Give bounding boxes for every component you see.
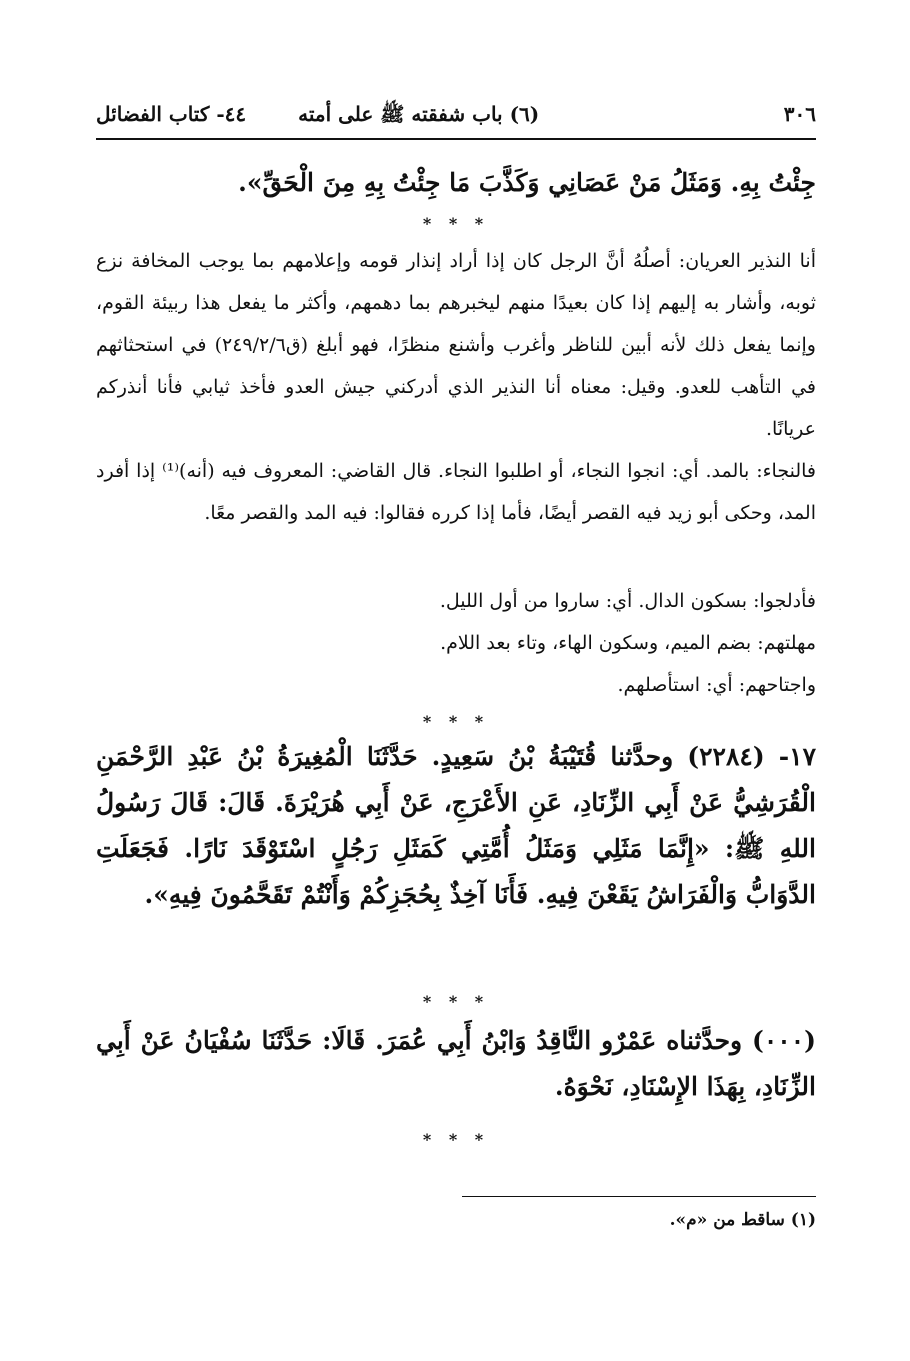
commentary-paragraph: أنا النذير العريان: أصلُهُ أنَّ الرجل كان إذا أراد إنذار قومه وإعلامهم بما يوجب المخافة نزع ثوبه، وأشار به إليهم إذا كان بعيدًا منهم ليخبرهم بما دهمهم، وأكثر ما يفعل هذا ربيئة القوم، وإنما يفعل ذلك لأنه أبين للناظر وأغرب وأشنع منظرًا، فهو أبلغ (ق٢٤٩/٢/٦) في استحثاثهم في التأهب للعدو. وقيل: معناه أنا النذير الذي أدركني جيش العدو فأخذ ثيابي فأنا أنذركم عريانًا.	[96, 250, 816, 440]
commentary-paragraph: واجتاحهم: أي: استأصلهم.	[617, 674, 816, 696]
running-titles	[96, 102, 539, 131]
separator-stars: * * *	[422, 712, 490, 731]
separator-stars: * * *	[422, 1130, 490, 1149]
header-rule	[96, 138, 816, 140]
commentary-paragraph: مهلتهم: بضم الميم، وسكون الهاء، وتاء بعد اللام.	[440, 632, 816, 654]
footnote-rule	[462, 1196, 816, 1197]
commentary-paragraph: فأدلجوا: بسكون الدال. أي: ساروا من أول الليل.	[439, 590, 816, 612]
hadith-follow: (٠٠٠) وحدَّثناه عَمْرٌو النَّاقِدُ وَابْنُ أَبِي عُمَرَ. قَالَا: حَدَّثَنَا سُفْيَانُ عَنْ أَبِي الزِّنَادِ، بِهَذَا الإِسْنَادِ، نَحْوَهُ.	[96, 1026, 816, 1101]
separator-stars: * * *	[422, 214, 490, 233]
separator-stars: * * *	[422, 992, 490, 1011]
book-title: ٤٤- كتاب الفضائل	[96, 102, 247, 126]
running-header	[96, 96, 816, 136]
page-number: ٣٠٦	[783, 102, 816, 126]
hadith-main: ١٧- (٢٢٨٤) وحدَّثنا قُتَيْبَةُ بْنُ سَعِيدٍ. حَدَّثَنَا الْمُغِيرَةُ بْنُ عَبْدِ الرَّحْمَنِ الْقُرَشِيُّ عَنْ أَبِي الزِّنَادِ، عَنِ الأَعْرَجِ، عَنْ أَبِي هُرَيْرَةَ. قَالَ: قَالَ رَسُولُ اللهِ ﷺ: «إِنَّمَا مَثَلِي وَمَثَلُ أُمَّتِي كَمَثَلِ رَجُلٍ اسْتَوْقَدَ نَارًا. فَجَعَلَتِ الدَّوَابُّ وَالْفَرَاشُ يَقَعْنَ فِيهِ. فَأَنَا آخِذٌ بِحُجَزِكُمْ وَأَنْتُمْ تَقَحَّمُونَ فِيهِ».	[96, 742, 816, 909]
hadith-continuation: جِئْتُ بِهِ. وَمَثَلُ مَنْ عَصَانِي وَكَذَّبَ مَا جِئْتُ بِهِ مِنَ الْحَقِّ».	[238, 168, 816, 197]
chapter-title: (٦) باب شفقته ﷺ على أمته	[298, 102, 540, 126]
footnote: (١) ساقط من «م».	[669, 1210, 816, 1230]
commentary-paragraph: فالنجاء: بالمد. أي: انجوا النجاء، أو اطلبوا النجاء. قال القاضي: المعروف فيه (أنه)⁽¹⁾ إذا أفرد المد، وحكى أبو زيد فيه القصر أيضًا، فأما إذا كرره فقالوا: فيه المد والقصر معًا.	[96, 460, 816, 524]
